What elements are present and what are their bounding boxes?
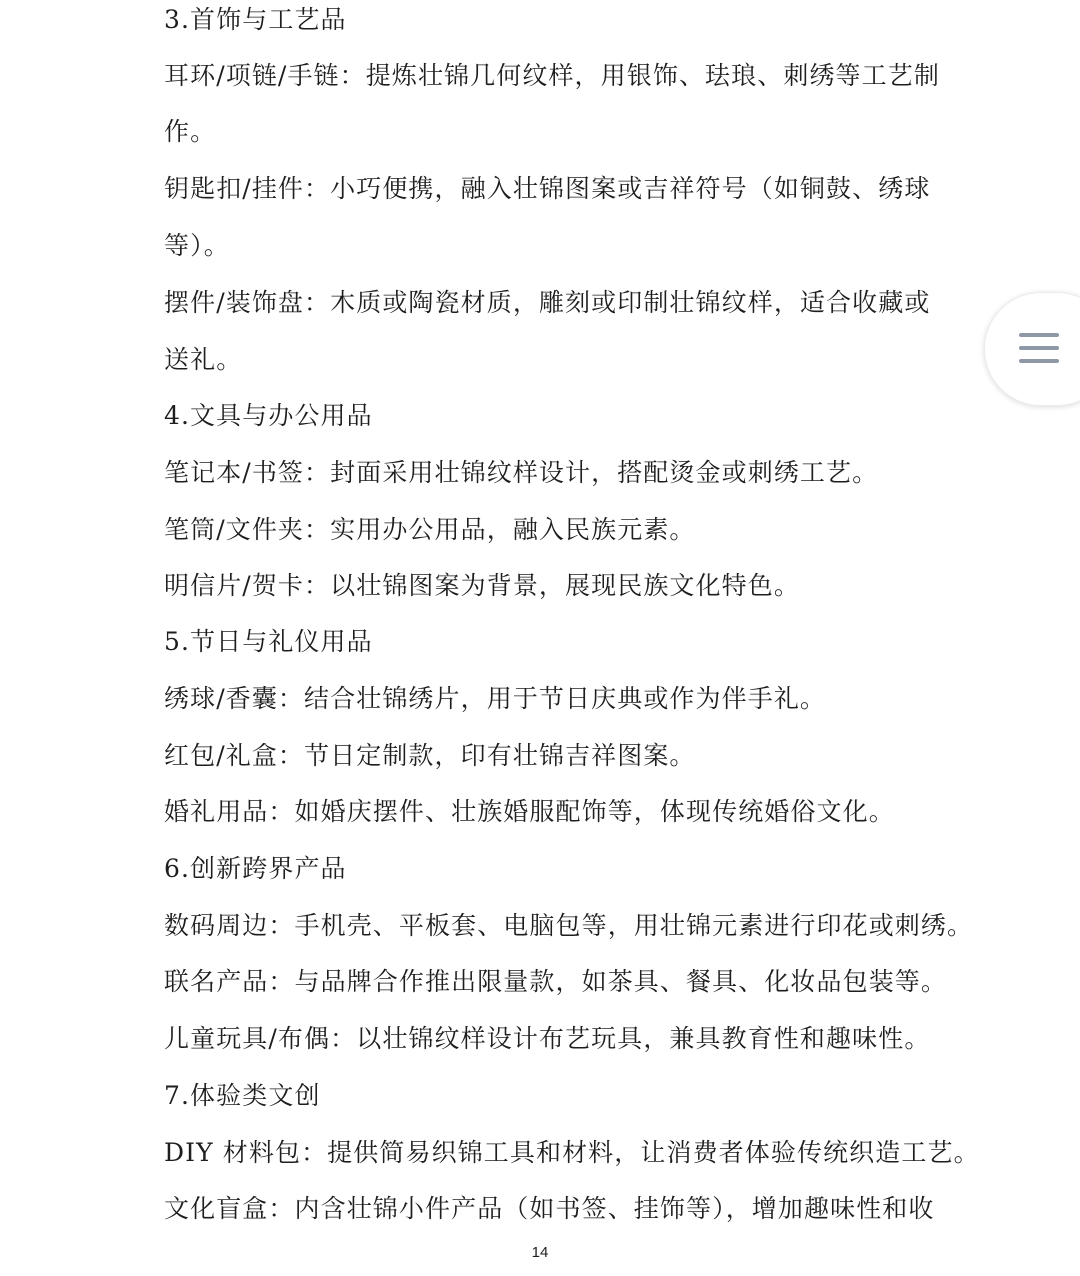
text-line: 红包/礼盒：节日定制款，印有壮锦吉祥图案。 bbox=[164, 741, 696, 770]
text-line: 明信片/贺卡：以壮锦图案为背景，展现民族文化特色。 bbox=[164, 571, 800, 600]
floating-menu-button[interactable] bbox=[984, 292, 1080, 406]
text-line: 绣球/香囊：结合壮锦绣片，用于节日庆典或作为伴手礼。 bbox=[164, 684, 827, 713]
section-heading: 3.首饰与工艺品 bbox=[164, 5, 347, 34]
section-heading: 7.体验类文创 bbox=[164, 1081, 321, 1110]
text-line: 作。 bbox=[164, 117, 217, 146]
text-line: 联名产品：与品牌合作推出限量款，如茶具、餐具、化妆品包装等。 bbox=[164, 967, 948, 996]
text-line: 送礼。 bbox=[164, 345, 243, 374]
section-heading: 6.创新跨界产品 bbox=[164, 854, 347, 883]
section-heading: 5.节日与礼仪用品 bbox=[164, 627, 373, 656]
text-line: 儿童玩具/布偶：以壮锦纹样设计布艺玩具，兼具教育性和趣味性。 bbox=[164, 1024, 931, 1053]
text-line: 笔记本/书签：封面采用壮锦纹样设计，搭配烫金或刺绣工艺。 bbox=[164, 458, 879, 487]
text-line: 摆件/装饰盘：木质或陶瓷材质，雕刻或印制壮锦纹样，适合收藏或 bbox=[164, 288, 931, 317]
page-number: 14 bbox=[531, 1244, 549, 1261]
section-heading: 4.文具与办公用品 bbox=[164, 401, 373, 430]
text-line: 文化盲盒：内含壮锦小件产品（如书签、挂饰等），增加趣味性和收 bbox=[164, 1194, 935, 1223]
text-line: DIY 材料包：提供简易织锦工具和材料，让消费者体验传统织造工艺。 bbox=[164, 1138, 980, 1167]
text-line: 数码周边：手机壳、平板套、电脑包等，用壮锦元素进行印花或刺绣。 bbox=[164, 911, 974, 940]
text-line: 等）。 bbox=[164, 231, 230, 260]
text-line: 笔筒/文件夹：实用办公用品，融入民族元素。 bbox=[164, 515, 696, 544]
text-line: 耳环/项链/手链：提炼壮锦几何纹样，用银饰、珐琅、刺绣等工艺制 bbox=[164, 61, 940, 90]
text-line: 婚礼用品：如婚庆摆件、壮族婚服配饰等，体现传统婚俗文化。 bbox=[164, 797, 895, 826]
hamburger-menu-icon bbox=[1019, 333, 1061, 367]
text-line: 钥匙扣/挂件：小巧便携，融入壮锦图案或吉祥符号（如铜鼓、绣球 bbox=[164, 174, 931, 203]
